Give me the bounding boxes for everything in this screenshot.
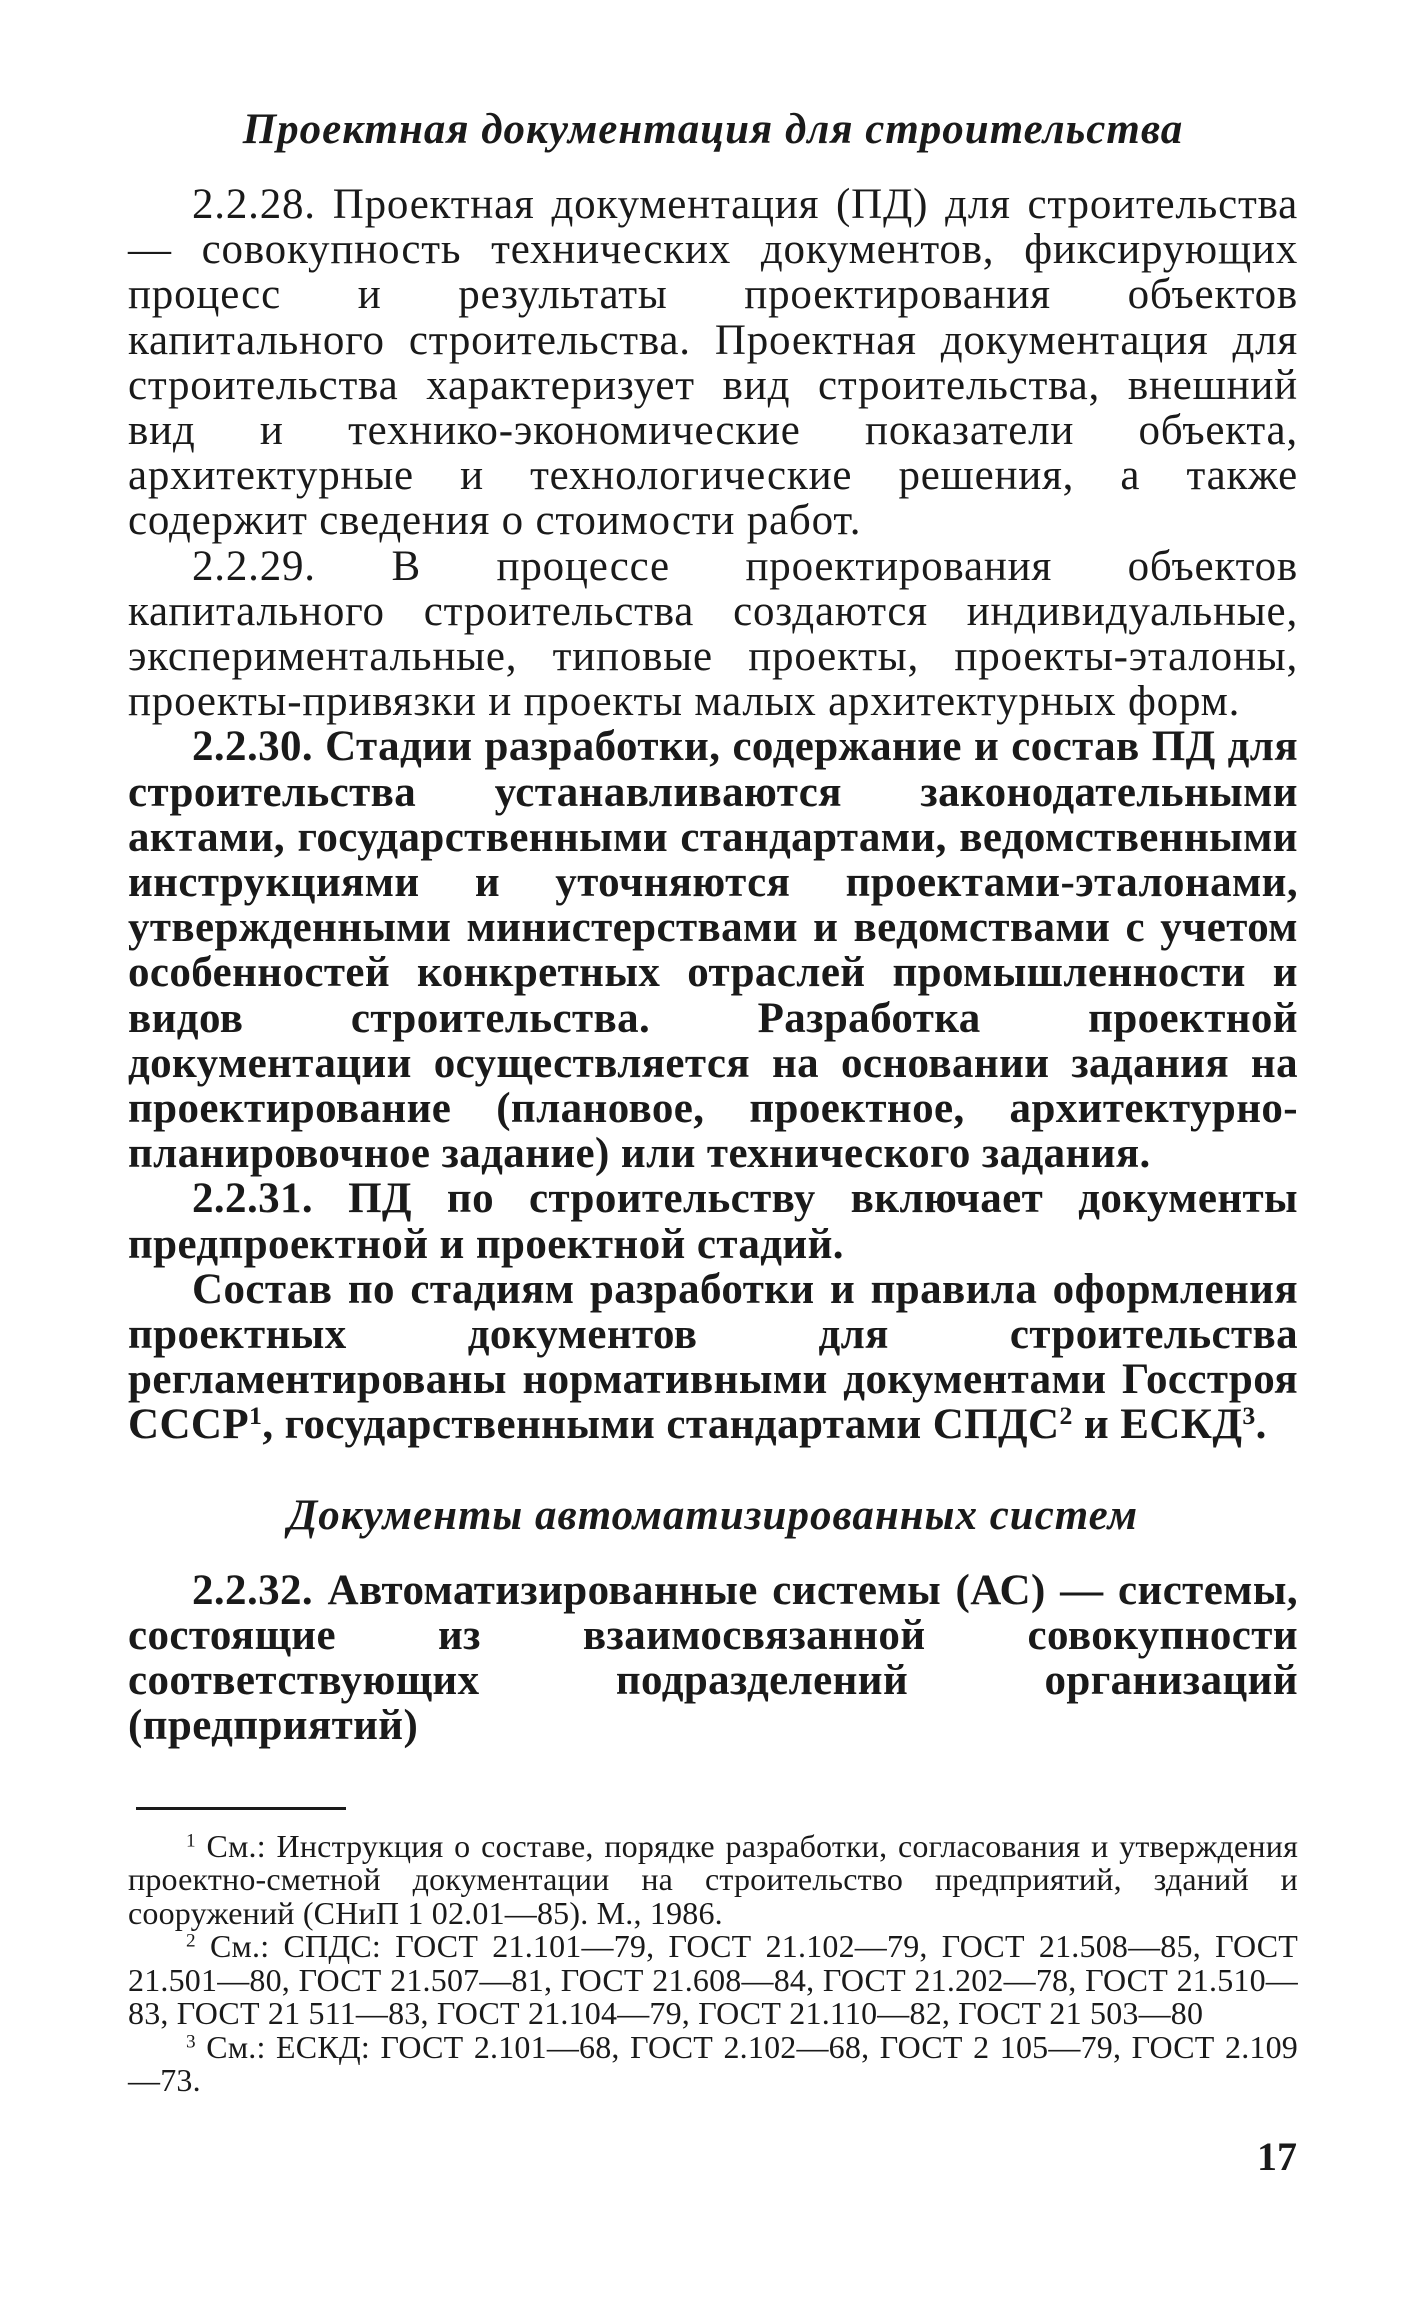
paragraph-2-2-32: 2.2.32. Автоматизированные системы (АС) — системы, состоящие из взаимосвязанной совокупности соответствующих подразделений организаций (предприятий) [128,1566,1298,1750]
page-number: 17 [1257,2134,1297,2179]
composition-text-3: и ЕСКД [1072,1401,1243,1449]
book-page [128,100,1298,2098]
footnotes [128,1827,1299,2098]
footnote-divider [136,1807,346,1810]
footnote-2 [128,1930,1298,2031]
footnote-text-3: См.: ЕСКД: ГОСТ 2.101—68, ГОСТ 2.102—68, ГОСТ 2 105—79, ГОСТ 2.109—73. [128,2028,1299,2098]
composition-text-1: Состав по стадиям разработки и правила оформления проектных документов для строительства регламентированы нормативными документами Госстроя СССР [128,1265,1298,1449]
section-heading-project-docs: Проектная документация для строительства [242,106,1184,153]
paragraph-2-2-31: 2.2.31. ПД по строительству включает документы предпроектной и проектной стадий. [128,1175,1298,1268]
composition-text-end: . [1255,1401,1267,1449]
footnote-ref-3: 3 [1242,1401,1256,1431]
footnote-ref-1: 1 [249,1401,263,1431]
footnote-ref-2: 2 [1059,1401,1073,1431]
paragraph-2-2-28: 2.2.28. Проектная документация (ПД) для строительства — совокупность технических документов, фиксирующих процесс и результаты проектирования объектов капитального строительства. Проектная документация для строительства характеризует вид строительства, внешний вид и технико-экономические показатели объекта, архитектурные и технологические решения, а также содержит сведения о стоимости работ. [128,181,1298,545]
paragraph-2-2-30: 2.2.30. Стадии разработки, содержание и состав ПД для строительства устанавливаются законодательными актами, государственными стандартами, ведомственными инструкциями и уточняются проектами-эталонами, утвержденными министерствами и ведомствами с учетом особенностей конкретных отраслей промышленности и видов строительства. Разработка проектной документации осуществляется на основании задания на проектирование (плановое, проектное, архитектурно-планировочное задание) или технического задания. [128,723,1298,1178]
footnote-1 [128,1827,1298,1931]
section-heading-automated-systems: Документы автоматизированных систем [287,1491,1139,1539]
footnote-3 [128,2028,1299,2098]
paragraph-composition [128,1267,1298,1448]
composition-text-2: , государственными стандартами СПДС [262,1401,1060,1449]
footnote-mark-1: 1 [186,1829,196,1851]
footnote-text-1: См.: Инструкция о составе, порядке разработки, согласования и утверждения проектно-сметной документации на строительство предприятий, зданий и сооружений (СНиП 1 02.01—85). М., 1986. [128,1827,1298,1931]
paragraph-2-2-29: 2.2.29. В процессе проектирования объектов капитального строительства создаются индивидуальные, экспериментальные, типовые проекты, проекты-эталоны, проекты-привязки и проекты малых архитектурных форм. [128,542,1298,726]
footnote-text-2: См.: СПДС: ГОСТ 21.101—79, ГОСТ 21.102—79, ГОСТ 21.508—85, ГОСТ 21.501—80, ГОСТ 21.507—81, ГОСТ 21.608—84, ГОСТ 21.202—78, ГОСТ 21.510—83, ГОСТ 21 511—83, ГОСТ 21.104—79, ГОСТ 21.110—82, ГОСТ 21 503—80 [128,1928,1298,2031]
footnote-mark-2: 2 [186,1930,196,1952]
footnote-mark-3: 3 [186,2030,196,2052]
